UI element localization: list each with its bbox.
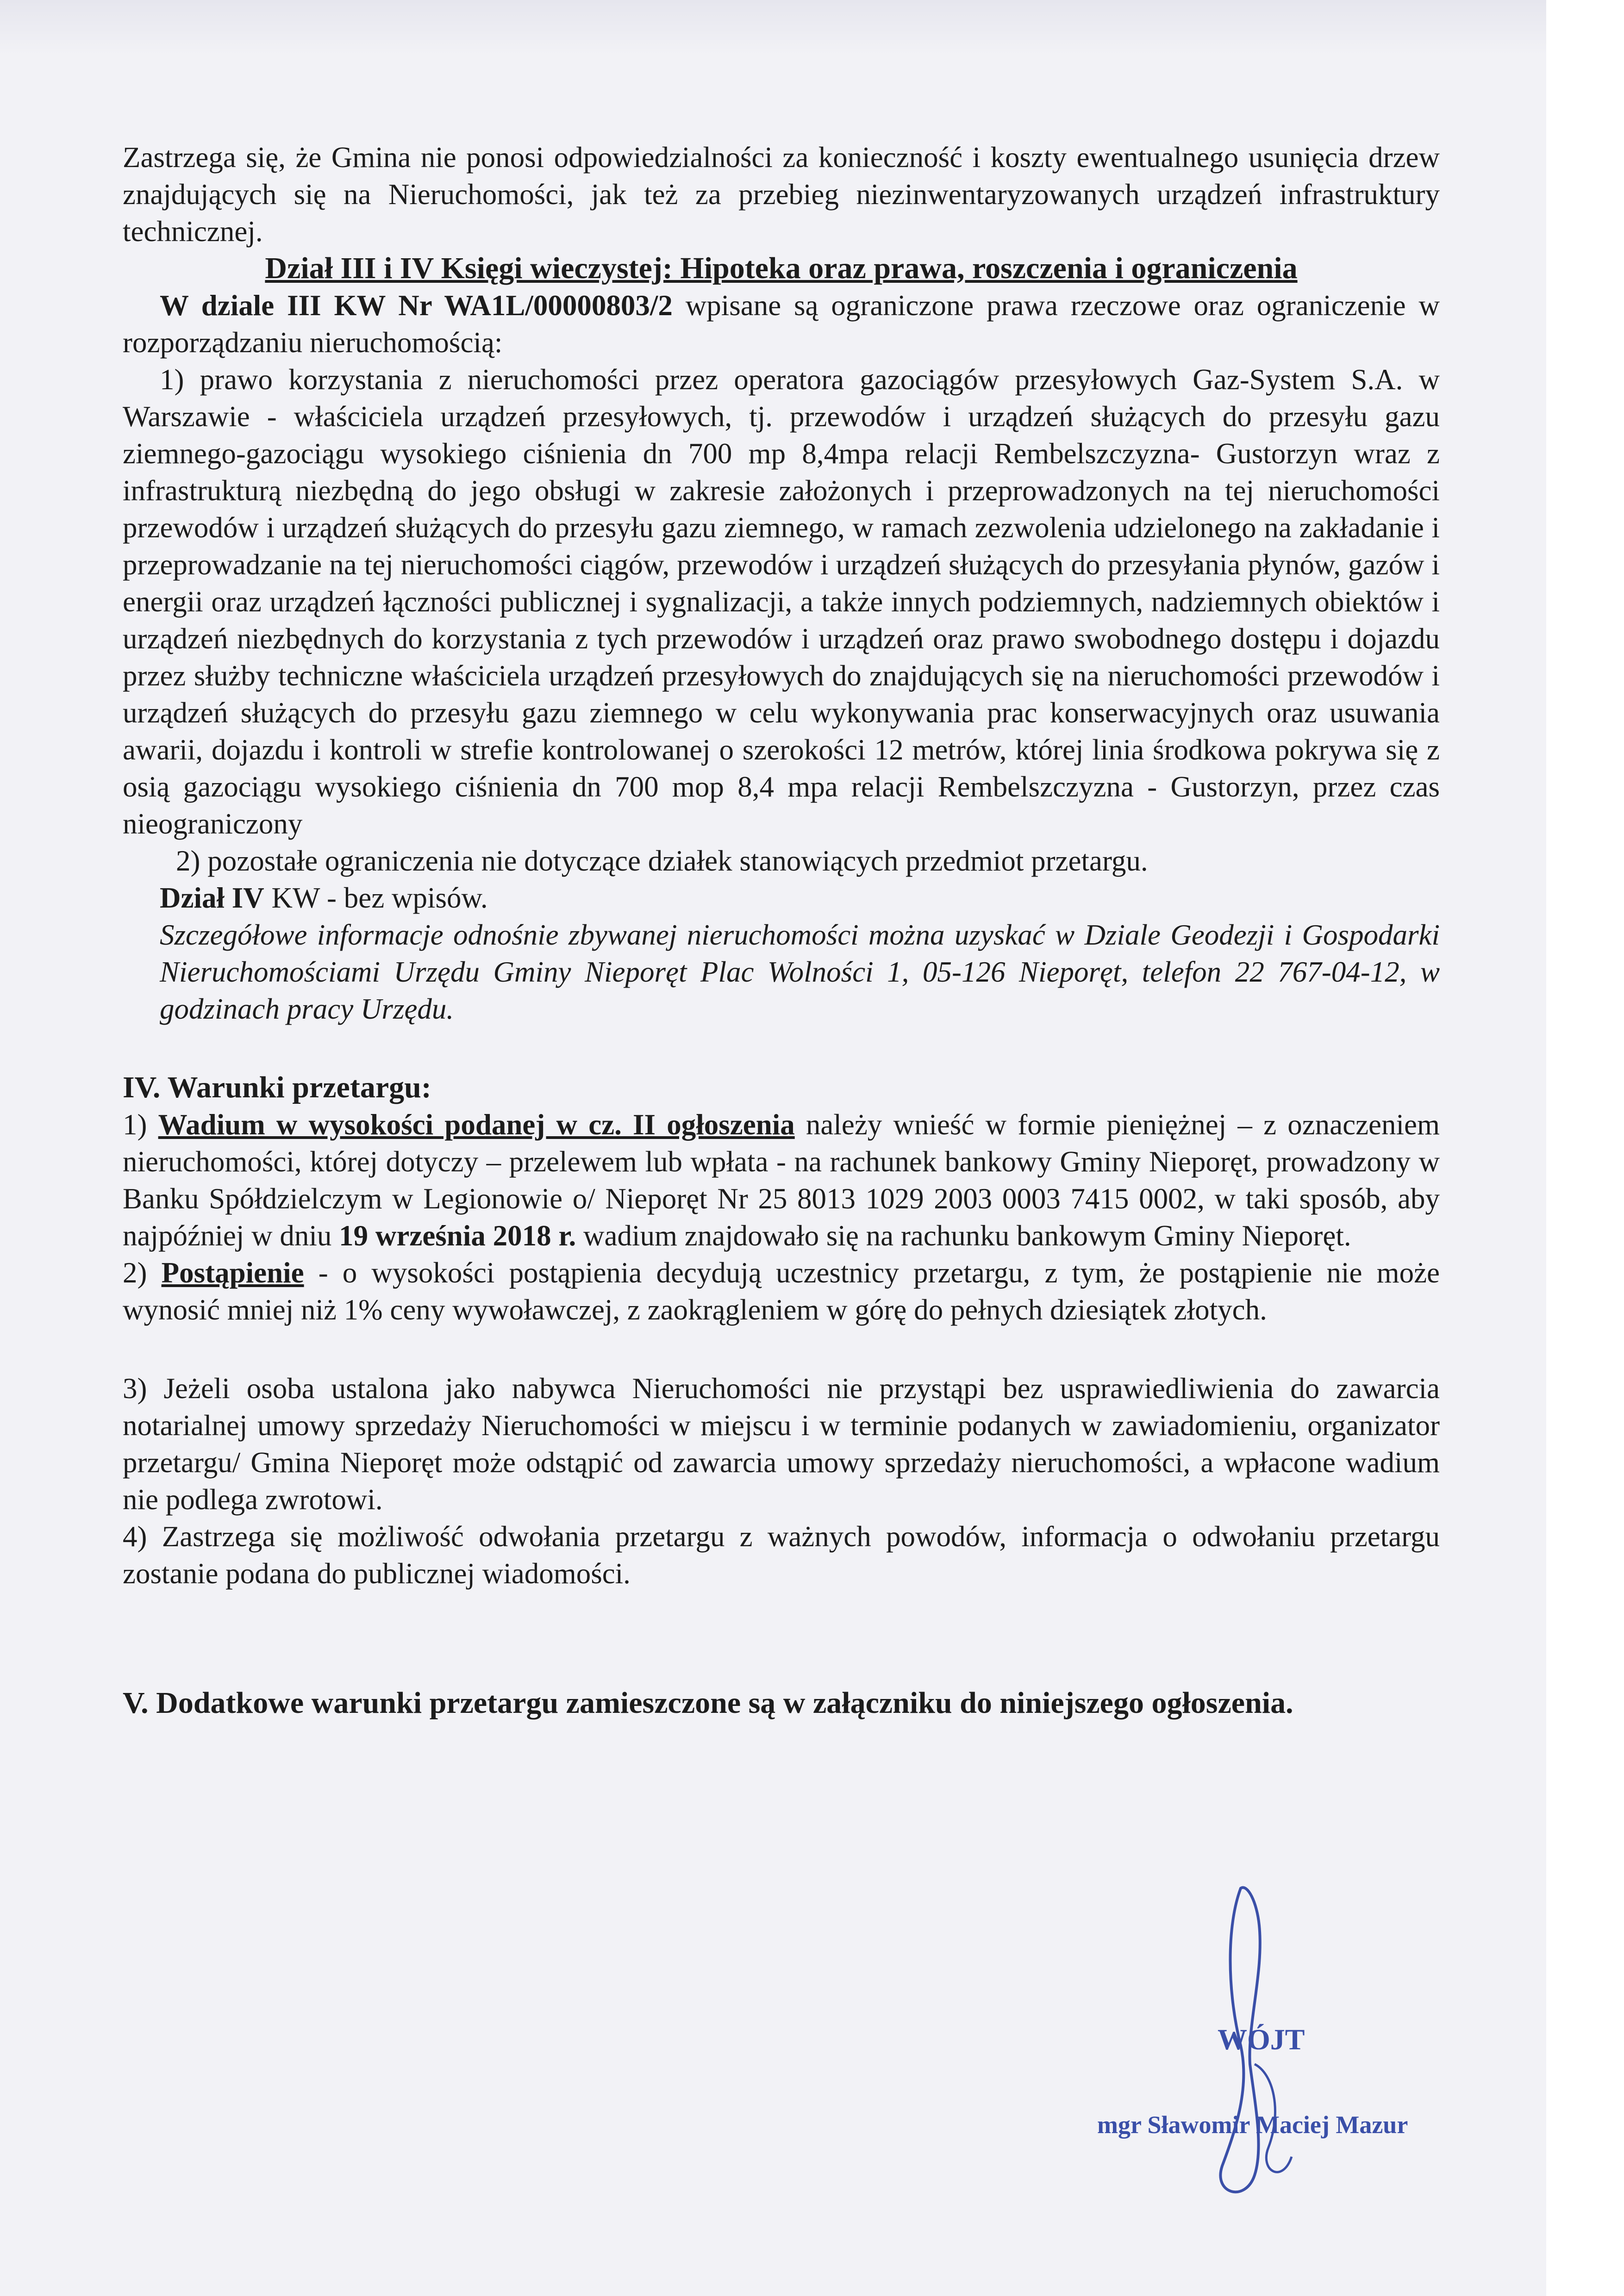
restriction-item-2: 2) pozostałe ograniczenia nie dotyczące działek stanowiących przedmiot przetargu.	[176, 845, 1148, 877]
kw-lead-text: wpisane są ograniczone prawa rzeczowe oraz ograniczenie w rozporządzaniu nieruchomością:	[123, 289, 1440, 359]
condition-1-text-b: wadium znajdowało się na rachunku bankowym Gminy Nieporęt.	[576, 1220, 1351, 1252]
condition-3: 3) Jeżeli osoba ustalona jako nabywca Nieruchomości nie przystąpi bez usprawiedliwienia do zawarcia notarialnej umowy sprzedaży Nieruchomości w miejscu i w terminie podanych w zawiadomieniu, organizator przetargu/ Gmina Nieporęt może odstąpić od zawarcia umowy sprzedaży nieruchomości, a wpłacone wadium nie podlega zwrotowi.	[123, 1372, 1440, 1516]
condition-2-text: - o wysokości postąpienia decydują uczestnicy przetargu, z tym, że postąpienie nie może wynosić mniej niż 1% ceny wywoławczej, z zaokrągleniem w górę do pełnych dziesiątek złotych.	[123, 1257, 1440, 1326]
condition-2-number: 2)	[123, 1257, 162, 1289]
scan-shadow-top	[0, 0, 1546, 56]
contact-info-paragraph: Szczegółowe informacje odnośnie zbywanej nieruchomości można uzyskać w Dziale Geodezji i Gospodarki Nieruchomościami Urzędu Gminy Nieporęt Plac Wolności 1, 05-126 Nieporęt, telefon 22 767-04-12, w godzinach pracy Urzędu.	[160, 919, 1440, 1025]
dzial-iv-text: KW - bez wpisów.	[264, 882, 488, 914]
signature-title: WÓJT	[1218, 2023, 1305, 2056]
condition-1-number: 1)	[123, 1108, 158, 1141]
kw-number: W dziale III KW Nr WA1L/00000803/2	[160, 289, 673, 322]
condition-4: 4) Zastrzega się możliwość odwołania przetargu z ważnych powodów, informacja o odwołaniu przetargu zostanie podana do publicznej wiadomości.	[123, 1520, 1440, 1590]
kw-lead-paragraph	[123, 287, 1440, 361]
spacer	[123, 1027, 1440, 1069]
section-v-heading: V. Dodatkowe warunki przetargu zamieszczone są w załączniku do niniejszego ogłoszenia.	[123, 1686, 1293, 1720]
spacer	[123, 1328, 1440, 1370]
document-page	[123, 139, 1440, 1722]
wadium-deadline: 19 września 2018 r.	[339, 1220, 576, 1252]
dzial-iv-label: Dział IV	[160, 882, 264, 914]
condition-2-postapienie	[123, 1254, 1440, 1328]
dzial-iii-iv-heading: Dział III i IV Księgi wieczystej: Hipoteka oraz prawa, roszczenia i ograniczenia	[265, 251, 1298, 285]
postapienie-label: Postąpienie	[161, 1257, 304, 1289]
wadium-label: Wadium w wysokości podanej w cz. II ogłoszenia	[158, 1108, 795, 1141]
spacer	[123, 1592, 1440, 1685]
signature-stamp	[1088, 1870, 1458, 2221]
signature-name: mgr Sławomir Maciej Mazur	[1097, 2111, 1408, 2139]
section-iv-heading: IV. Warunki przetargu:	[123, 1070, 431, 1104]
condition-1-text-a: należy wnieść w formie pieniężnej – z oznaczeniem nieruchomości, której dotyczy – przelewem lub wpłata - na rachunek bankowy Gminy Nieporęt, prowadzony w Banku Spółdzielczym w Legionowie o/ Nieporęt Nr 25 8013 1029 2003 0003 7415 0002, w taki sposób, aby najpóźniej w dniu	[123, 1108, 1440, 1252]
dzial-iv-paragraph	[123, 879, 1440, 916]
scan-page-edge	[1546, 0, 1624, 2296]
restriction-item-1: 1) prawo korzystania z nieruchomości przez operatora gazociągów przesyłowych Gaz-System S.A. w Warszawie - właściciela urządzeń przesyłowych, tj. przewodów i urządzeń służących do przesyłu gazu ziemnego-gazociągu wysokiego ciśnienia dn 700 mp 8,4mpa relacji Rembelszczyzna- Gustorzyn wraz z infrastrukturą niezbędną do jego obsługi w zakresie założonych i przeprowadzonych na tej nieruchomości przewodów i urządzeń służących do przesyłu gazu ziemnego, w ramach zezwolenia udzielonego na zakładanie i przeprowadzanie na tej nieruchomości ciągów, przewodów i urządzeń służących do przesyłania płynów, gazów i energii oraz urządzeń łączności publicznej i sygnalizacji, a także innych podziemnych, nadziemnych obiektów i urządzeń niezbędnych do korzystania z tych przewodów i urządzeń oraz prawo swobodnego dostępu i dojazdu przez służby techniczne właściciela urządzeń przesyłowych do znajdujących się na nieruchomości przewodów i urządzeń służących do przesyłu gazu ziemnego w celu wykonywania prac konserwacyjnych oraz usuwania awarii, dojazdu i kontroli w strefie kontrolowanej o szerokości 12 metrów, której linia środkowa pokrywa się z osią gazociągu wysokiego ciśnienia dn 700 mop 8,4 mpa relacji Rembelszczyzna - Gustorzyn, przez czas nieograniczony	[123, 363, 1440, 840]
disclaimer-paragraph: Zastrzega się, że Gmina nie ponosi odpowiedzialności za konieczność i koszty ewentualnego usunięcia drzew znajdujących się na Nieruchomości, jak też za przebieg niezinwentaryzowanych urządzeń infrastruktury technicznej.	[123, 141, 1440, 248]
condition-1-wadium	[123, 1106, 1440, 1254]
